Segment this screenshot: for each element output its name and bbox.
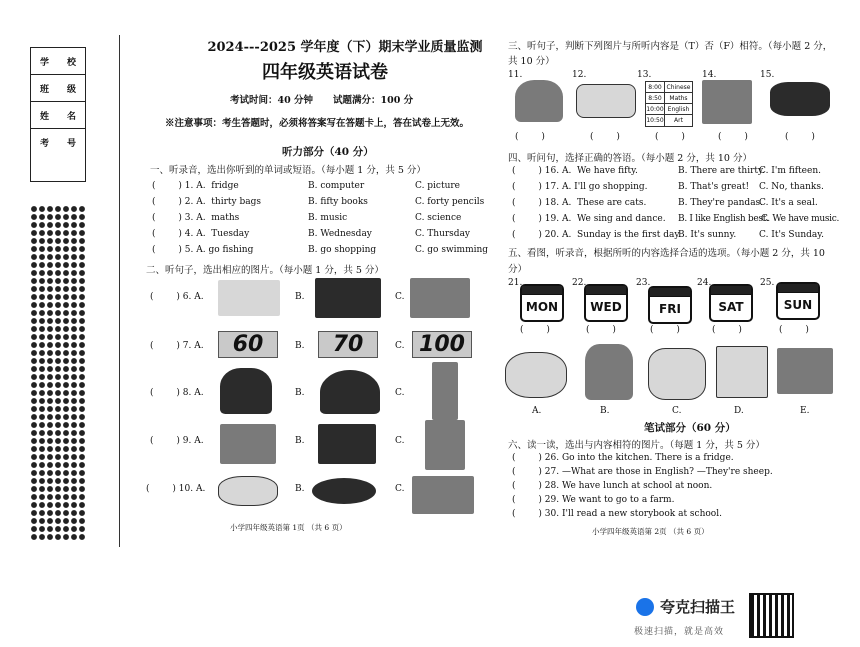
q11-number: 11. [508, 70, 523, 80]
q17-c: C. No, thanks. [759, 182, 824, 192]
q20-c: C. It's Sunday. [759, 230, 825, 240]
q18-c: C. It's a seal. [759, 198, 818, 208]
q1-c: C. picture [415, 181, 461, 191]
q3: ( ) 3. A. maths [152, 213, 240, 223]
giraffe-picture [432, 362, 458, 420]
class-field: 班 级 [31, 75, 85, 102]
reading-picture [220, 424, 276, 464]
q7: ( ) 7. A. [150, 341, 204, 351]
q26: ( ) 26. Go into the kitchen. There is a fridge. [512, 453, 734, 463]
shopping-picture [585, 344, 633, 400]
q8: ( ) 8. A. [150, 388, 204, 398]
horse-picture [220, 368, 272, 414]
q9: ( ) 9. A. [150, 436, 204, 446]
student-info-box [30, 47, 86, 182]
q24-number: 24. [697, 278, 712, 288]
q22-answer: ( ) [586, 325, 616, 335]
bedroom-picture-b [315, 278, 381, 318]
q4-c: C. Thursday [415, 229, 471, 239]
math-class-picture [716, 346, 768, 398]
study-picture-c [410, 278, 470, 318]
q18-b: B. They're pandas. [678, 198, 764, 208]
q12-answer: ( ) [590, 132, 620, 142]
q4-b: B. Wednesday [308, 229, 372, 239]
stage-picture [777, 348, 833, 394]
meal-picture [412, 476, 474, 514]
q10: ( ) 10. A. [146, 484, 206, 494]
q7-c: C. [395, 341, 405, 351]
q28: ( ) 28. We have lunch at school at noon. [512, 481, 713, 491]
option-c-label: C. [672, 406, 682, 416]
number-100-picture: 100 [412, 331, 472, 358]
option-a-label: A. [532, 406, 542, 416]
option-e-label: E. [800, 406, 810, 416]
exam-time: 考试时间：40 分钟 [230, 95, 314, 106]
saturday-calendar-icon: SAT [709, 284, 753, 322]
section3-heading-cont: 共 10 分） [508, 56, 555, 67]
food-picture [770, 82, 830, 116]
q5-c: C. go swimming [415, 245, 489, 255]
q5: ( ) 5. A. go fishing [152, 245, 254, 255]
q27: ( ) 27. —What are those in English? —They're sheep. [512, 467, 773, 477]
number-70-picture: 70 [318, 331, 378, 358]
scientist-picture [515, 80, 563, 122]
q9-b: B. [295, 436, 305, 446]
scanner-logo-icon [636, 598, 654, 616]
q16: ( ) 16. A. We have fifty. [512, 166, 638, 176]
q19: ( ) 19. A. We sing and dance. [512, 214, 666, 224]
number-60-picture: 60 [218, 331, 278, 358]
school-field: 学 校 [31, 48, 85, 75]
section2-heading: 二、听句子，选出相应的图片。（每小题 1 分，共 5 分） [146, 265, 384, 276]
q23-answer: ( ) [650, 325, 680, 335]
q1: ( ) 1. A. fridge [152, 181, 239, 191]
q16-c: C. I'm fifteen. [759, 166, 821, 176]
q17: ( ) 17. A. I'll go shopping. [512, 182, 648, 192]
q6-b: B. [295, 292, 305, 302]
exam-score: 试题满分：100 分 [333, 95, 414, 106]
q1-b: B. computer [308, 181, 365, 191]
swimming-picture [505, 352, 567, 398]
friday-calendar-icon: FRI [648, 286, 692, 324]
q10-b: B. [295, 484, 305, 494]
q21-answer: ( ) [520, 325, 550, 335]
option-d-label: D. [734, 406, 744, 416]
q20-b: B. It's sunny. [678, 230, 737, 240]
exam-title: 四年级英语试卷 [262, 62, 388, 83]
wednesday-calendar-icon: WED [584, 284, 628, 322]
name-field: 姓 名 [31, 102, 85, 129]
q14-answer: ( ) [718, 132, 748, 142]
timetable-picture: 8:00 Chinese 8:50 Maths 10:00 English 10:50 Art [645, 81, 693, 127]
zoo-picture [702, 80, 752, 124]
section3-heading: 三、听句子，判断下列图片与所听内容是（T）否（F）相符。（每小题 2 分， [508, 41, 833, 52]
listening-title: 听力部分（40 分） [282, 146, 374, 158]
binding-dot-pattern [30, 205, 87, 540]
sofa-picture [576, 84, 636, 118]
option-b-label: B. [600, 406, 610, 416]
children-picture [648, 348, 706, 400]
q7-b: B. [295, 341, 305, 351]
page2-footer: 小学四年级英语第 2页 （共 6 页） [592, 527, 709, 536]
q15-number: 15. [760, 70, 775, 80]
writing-title: 笔试部分（60 分） [644, 422, 736, 434]
exam-number-field: 考 号 [39, 139, 76, 149]
qr-code-icon [749, 593, 794, 638]
q3-c: C. science [415, 213, 462, 223]
q18: ( ) 18. A. These are cats. [512, 198, 647, 208]
exam-notice: ※注意事项：考生答题时，必须将答案写在答题卡上，答在试卷上无效。 [165, 118, 470, 129]
sausage-picture [312, 478, 376, 504]
q5-b: B. go shopping [308, 245, 377, 255]
q13-answer: ( ) [655, 132, 685, 142]
q21-number: 21. [508, 278, 523, 288]
q2-c: C. forty pencils [415, 197, 485, 207]
q20: ( ) 20. A. Sunday is the first day. [512, 230, 682, 240]
q24-answer: ( ) [712, 325, 742, 335]
ham-picture [218, 476, 278, 506]
room-picture-a [218, 280, 280, 316]
q22-number: 22. [572, 278, 587, 288]
section5-heading: 五、看图，听录音，根据所听的内容选择合适的选项。（每小题 2 分，共 10 [508, 248, 825, 259]
q23-number: 23. [636, 278, 651, 288]
q9-c: C. [395, 436, 405, 446]
q25-answer: ( ) [779, 325, 809, 335]
computer-picture [318, 424, 376, 464]
camel-picture [320, 370, 380, 414]
q16-b: B. There are thirty. [678, 166, 765, 176]
q30: ( ) 30. I'll read a new storybook at school. [512, 509, 722, 519]
q6: ( ) 6. A. [150, 292, 204, 302]
scanner-brand: 夸克扫描王 [660, 598, 736, 616]
monday-calendar-icon: MON [520, 284, 564, 322]
q12-number: 12. [572, 70, 587, 80]
q8-b: B. [295, 388, 305, 398]
q17-b: B. That's great! [678, 182, 750, 192]
q14-number: 14. [702, 70, 717, 80]
q3-b: B. music [308, 213, 348, 223]
scanner-slogan: 极速扫描，就是高效 [634, 627, 725, 637]
q4: ( ) 4. A. Tuesday [152, 229, 250, 239]
painting-picture [425, 420, 465, 470]
section5-heading-cont: 分） [508, 264, 528, 275]
section1-heading: 一、听录音，选出你听到的单词或短语。（每小题 1 分，共 5 分） [150, 165, 426, 176]
q2: ( ) 2. A. thirty bags [152, 197, 261, 207]
q15-answer: ( ) [785, 132, 815, 142]
page1-footer: 小学四年级英语第 1页 （共 6 页） [230, 523, 347, 532]
q8-c: C. [395, 388, 405, 398]
q10-c: C. [395, 484, 405, 494]
q25-number: 25. [760, 278, 775, 288]
q29: ( ) 29. We want to go to a farm. [512, 495, 675, 505]
q19-b: B. I like English best. [678, 214, 769, 224]
section4-heading: 四、听问句，选择正确的答语。（每小题 2 分，共 10 分） [508, 153, 752, 164]
binding-line [119, 35, 120, 547]
exam-term-title: 2024---2025 学年度（下）期末学业质量监测 [207, 40, 483, 55]
q6-c: C. [395, 292, 405, 302]
q2-b: B. fifty books [308, 197, 368, 207]
sunday-calendar-icon: SUN [776, 282, 820, 320]
section6-heading: 六、读一读，选出与内容相符的图片。（每题 1 分，共 5 分） [508, 440, 765, 451]
q11-answer: ( ) [515, 132, 545, 142]
q13-number: 13. [637, 70, 652, 80]
q19-c: C. We have music. [761, 214, 840, 224]
